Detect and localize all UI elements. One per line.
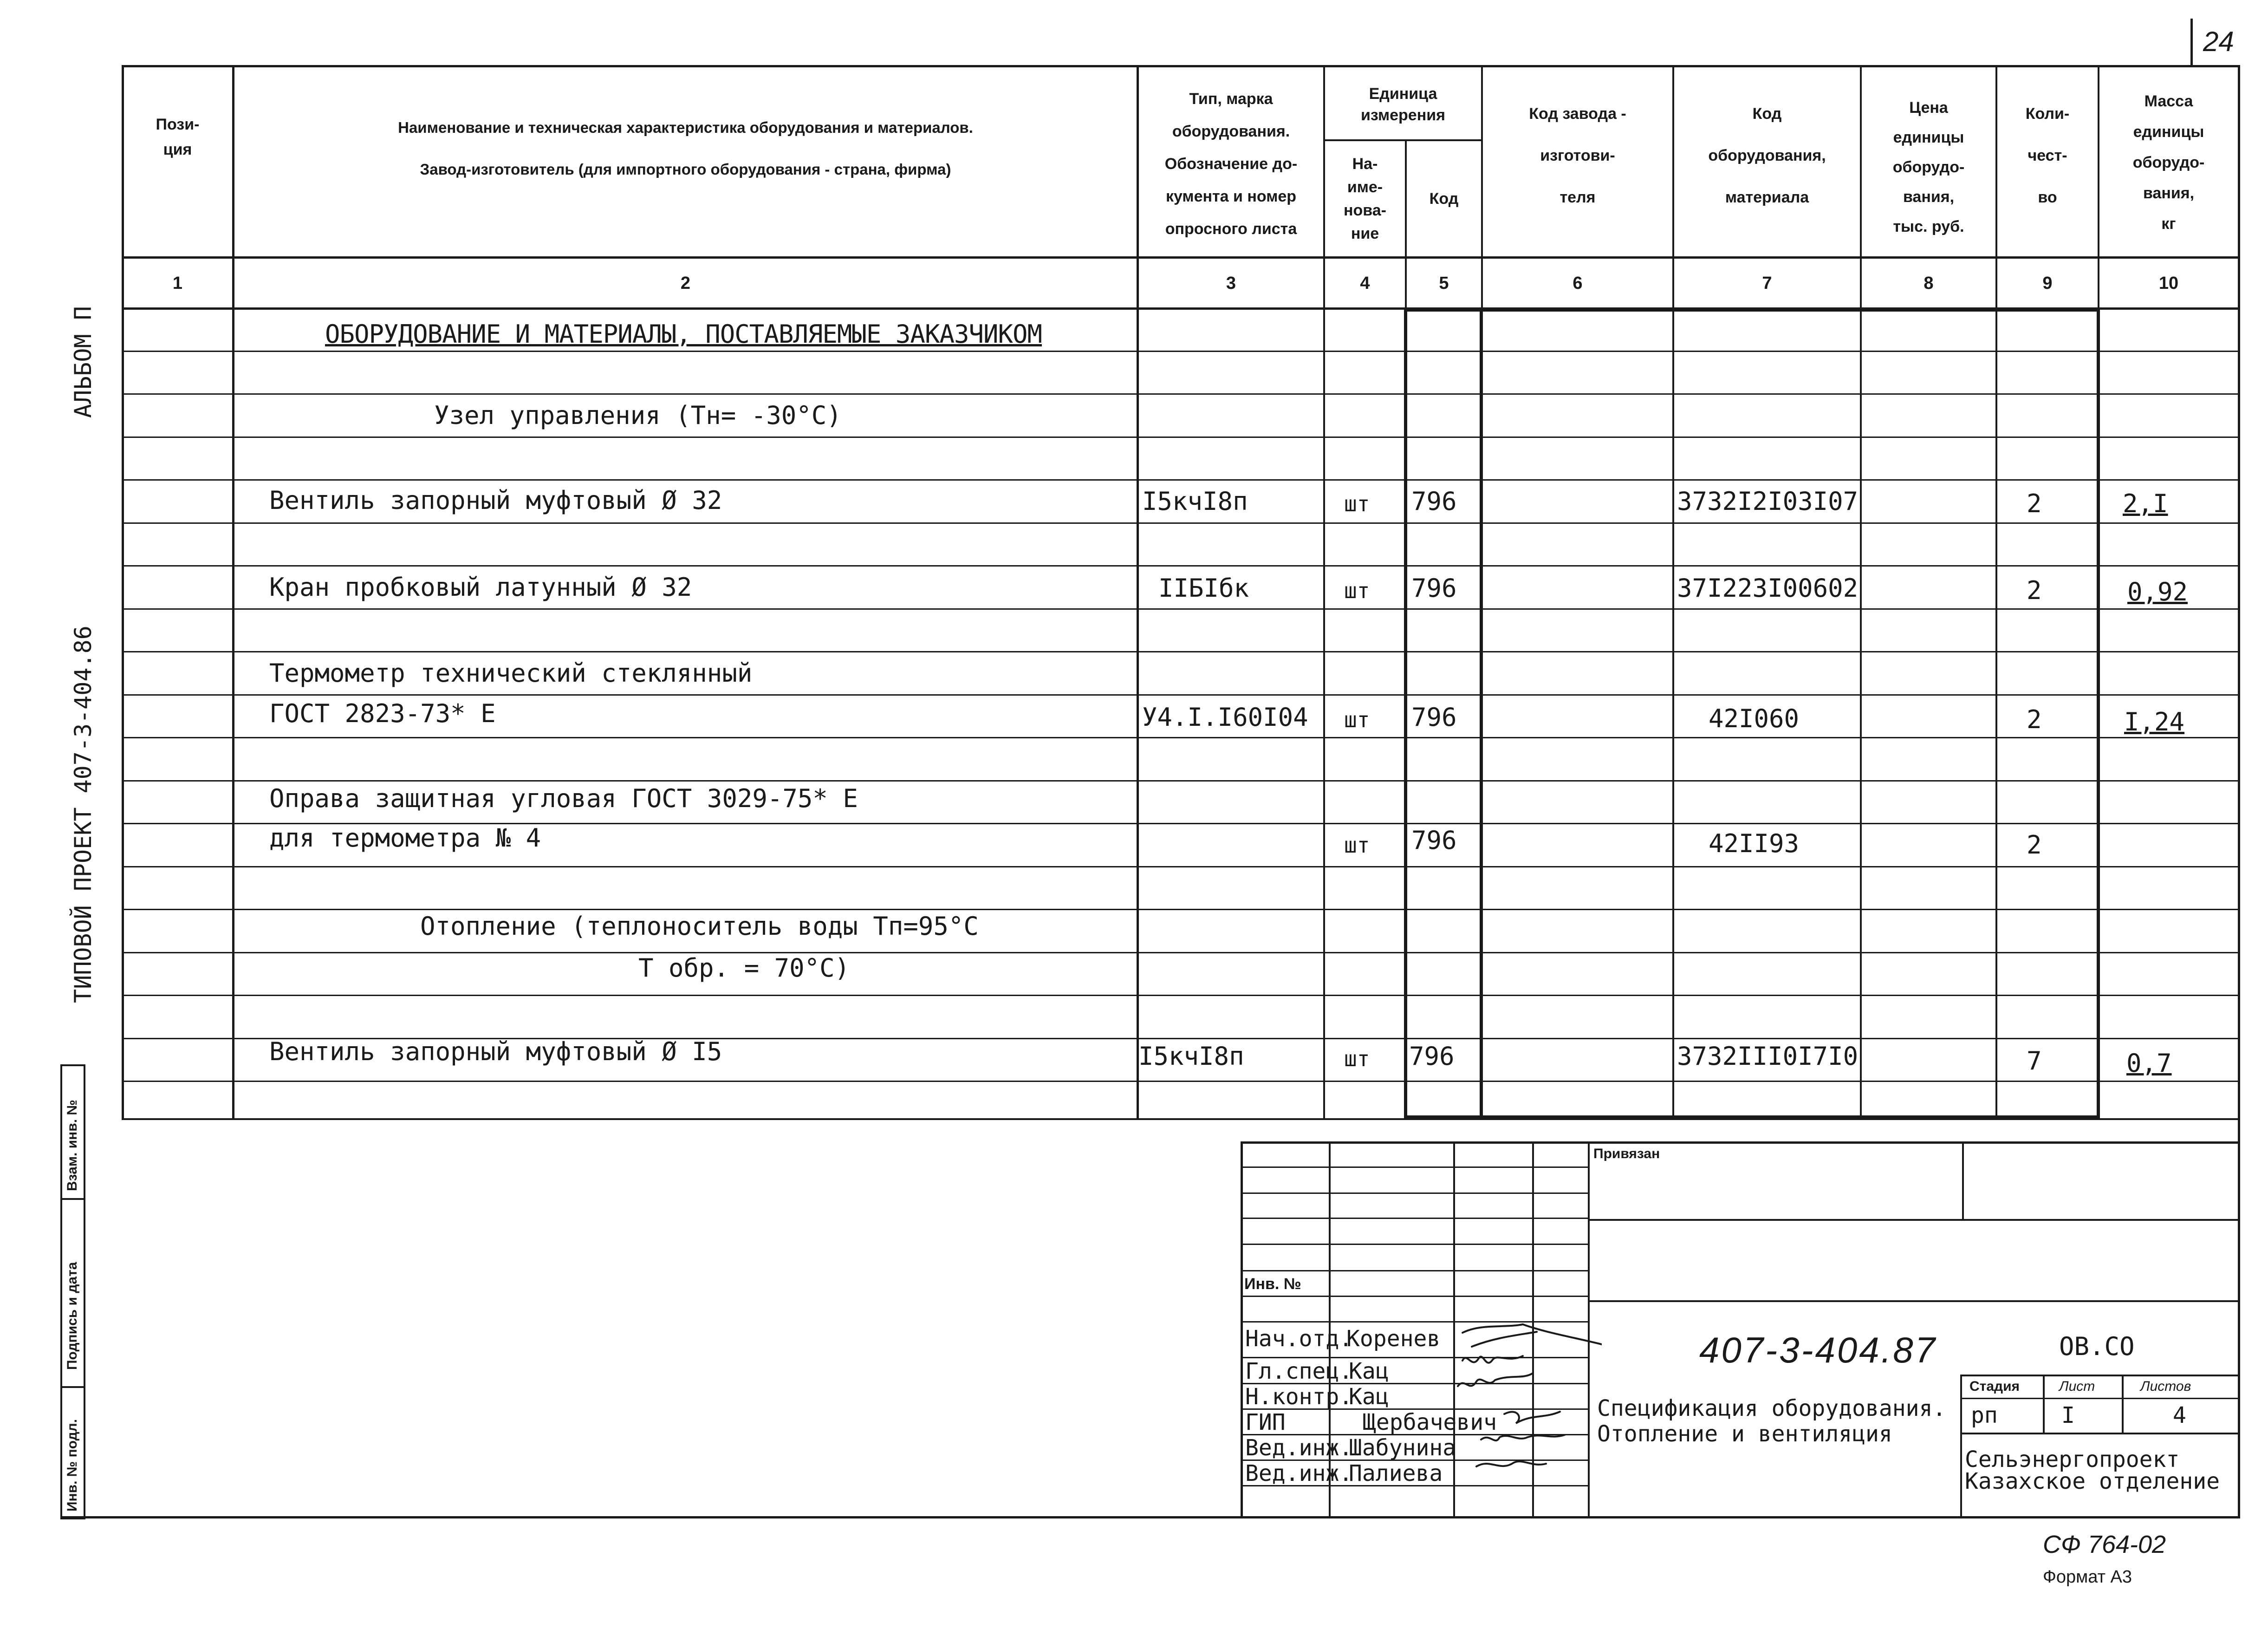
header-unit-code: Код [1429, 189, 1459, 208]
signature-name: Щербачевич [1363, 1409, 1497, 1435]
document-code: ОВ.СО [2059, 1332, 2135, 1361]
col-number-10: 10 [2158, 274, 2179, 293]
sheets-value: 4 [2173, 1402, 2186, 1428]
header-type: Тип, марка оборудования. Обозначение до- кумента и номер опросного листа [1164, 90, 1298, 238]
inv-label: Инв. № [1244, 1275, 1301, 1293]
header-position: Пози- ция [156, 116, 200, 158]
col-number-1: 1 [172, 274, 183, 293]
signature-role: Н.контр. [1245, 1384, 1353, 1410]
subsection-heating-return: Т обр. = 70°С) [638, 953, 850, 983]
drawing-title-line2: Отопление и вентиляция [1597, 1421, 1892, 1447]
col-number-2: 2 [680, 274, 691, 293]
sheet-number: 24 [2203, 26, 2234, 57]
signature-role: ГИП [1245, 1409, 1286, 1435]
sheet-value: I [2061, 1402, 2075, 1428]
item-type: I5кчI8п [1142, 487, 1248, 516]
form-code: СФ 764-02 [2043, 1531, 2166, 1558]
margin-signature-date: Подпись и дата [65, 1262, 80, 1370]
item-unit: шт [1344, 1046, 1370, 1071]
item-name: Оправа защитная угловая ГОСТ 3029-75* Е [269, 784, 858, 813]
item-type: У4.I.I60I04 [1142, 703, 1308, 732]
subsection-control-unit: Узел управления (Тн= -30°С) [434, 401, 842, 430]
signature-role: Вед.инж. [1245, 1460, 1353, 1486]
item-unit-code: 796 [1411, 487, 1457, 516]
item-name-detail: для термометра № 4 [269, 823, 541, 853]
margin-original-inv: Инв. № подл. [65, 1419, 80, 1512]
item-name: Термометр технический стеклянный [269, 658, 753, 688]
item-mass: I,24 [2124, 707, 2185, 736]
item-type: IIБIбк [1158, 573, 1249, 603]
item-unit: шт [1344, 578, 1370, 603]
item-name: Вентиль запорный муфтовый Ø I5 [269, 1037, 722, 1066]
signature-name: Кац [1349, 1384, 1389, 1410]
item-mass: 0,7 [2126, 1049, 2172, 1078]
header-equipment-code: Код оборудования, материала [1708, 105, 1826, 206]
item-unit: шт [1344, 833, 1370, 858]
signature-scribbles [1453, 1319, 1602, 1495]
signature-name: Шабунина [1349, 1435, 1456, 1461]
item-unit: шт [1344, 491, 1370, 516]
item-unit: шт [1344, 707, 1370, 732]
col-number-9: 9 [2042, 274, 2053, 293]
item-unit-code: 796 [1411, 826, 1457, 855]
sheet-label: Лист [2059, 1379, 2095, 1394]
item-unit-code: 796 [1409, 1042, 1455, 1071]
item-equipment-code: 42II93 [1709, 829, 1800, 858]
tied-label: Привязан [1593, 1146, 1660, 1161]
item-name: Вентиль запорный муфтовый Ø 32 [269, 486, 722, 515]
item-unit-code: 796 [1411, 573, 1457, 603]
col-number-4: 4 [1360, 274, 1370, 293]
organization-line1: Сельэнергопроект [1965, 1447, 2180, 1473]
header-quantity: Коли- чест- во [2025, 105, 2070, 206]
item-type: I5кчI8п [1138, 1042, 1244, 1071]
item-equipment-code: 42I060 [1709, 704, 1800, 733]
col-number-8: 8 [1924, 274, 1934, 293]
item-name: Кран пробковый латунный Ø 32 [269, 573, 692, 602]
col-number-3: 3 [1226, 274, 1236, 293]
item-mass: 0,92 [2127, 577, 2188, 606]
item-mass: 2,I [2123, 489, 2168, 518]
margin-replaced-inv: Взам. инв. № [65, 1100, 80, 1191]
col-number-6: 6 [1573, 274, 1583, 293]
item-quantity: 7 [2027, 1046, 2042, 1075]
stage-label: Стадия [1969, 1379, 2020, 1394]
item-quantity: 2 [2027, 489, 2042, 518]
signature-role: Гл.спец. [1245, 1358, 1353, 1384]
header-mass: Масса единицы оборудо- вания, кг [2132, 92, 2205, 233]
header-unit-name: На- име- нова- ние [1344, 155, 1386, 242]
stage-value: рп [1971, 1402, 1998, 1428]
item-quantity: 2 [2027, 705, 2042, 734]
project-label: ТИПОВОЙ ПРОЕКТ 407-3-404.86 [70, 626, 97, 1003]
paper-format: Формат А3 [2043, 1567, 2132, 1587]
signature-role: Вед.инж. [1245, 1435, 1353, 1461]
header-factory-code: Код завода - изготови- теля [1529, 105, 1626, 206]
document-number: 407-3-404.87 [1699, 1329, 1937, 1370]
section-title: ОБОРУДОВАНИЕ И МАТЕРИАЛЫ, ПОСТАВЛЯЕМЫЕ ЗАКАЗЧИКОМ [325, 319, 1042, 349]
signature-name: Кац [1349, 1358, 1389, 1384]
drawing-title-line1: Спецификация оборудования. [1597, 1395, 1946, 1421]
item-equipment-code: 3732III0I7I0 [1677, 1042, 1859, 1071]
signature-name: Палиева [1349, 1460, 1443, 1486]
organization-line2: Казахское отделение [1965, 1468, 2220, 1494]
header-price: Цена единицы оборудо- вания, тыс. руб. [1892, 99, 1965, 235]
item-equipment-code: 37I223I00602 [1677, 573, 1859, 603]
item-unit-code: 796 [1411, 703, 1457, 732]
subsection-heating: Отопление (теплоноситель воды Тп=95°С [420, 912, 979, 941]
header-unit: Единица измерения [1361, 85, 1445, 124]
signature-role: Нач.отд. [1245, 1326, 1353, 1352]
signature-name: Коренев [1346, 1326, 1441, 1352]
item-equipment-code: 3732I2I03I07 [1677, 487, 1859, 516]
album-label: АЛЬБОМ П [70, 306, 97, 418]
item-quantity: 2 [2027, 830, 2042, 860]
item-quantity: 2 [2027, 576, 2042, 605]
col-number-5: 5 [1439, 274, 1449, 293]
header-name: Наименование и техническая характеристика оборудования и материалов. Завод-изготовитель (для импортного оборудования - страна, фирма) [398, 119, 973, 178]
col-number-7: 7 [1762, 274, 1772, 293]
sheets-label: Листов [2140, 1379, 2191, 1394]
item-name-standard: ГОСТ 2823-73* Е [269, 699, 496, 728]
